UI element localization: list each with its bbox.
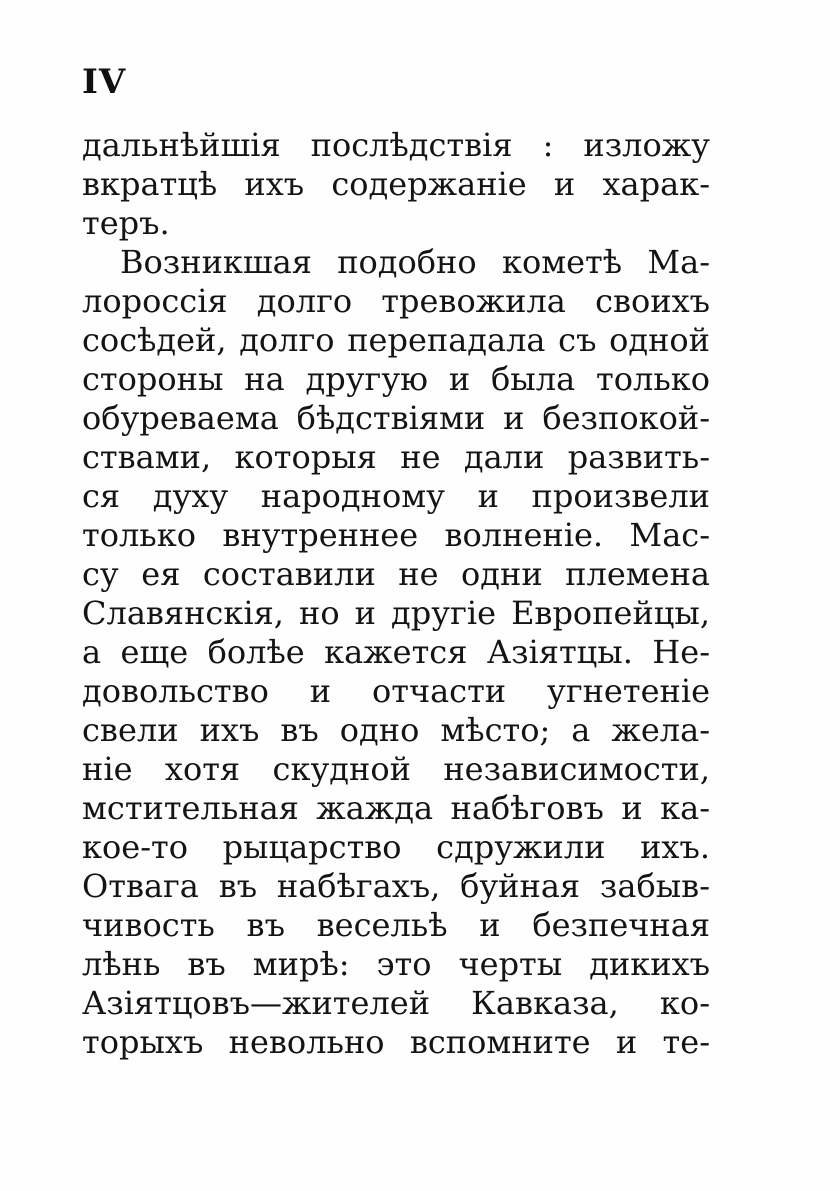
text-line: торыхъ невольно вспомните и те-: [82, 1023, 710, 1061]
text-line: чивость въ весельѣ и безпечная: [82, 906, 710, 944]
text-line: ніе хотя скудной независимости,: [82, 750, 710, 788]
text-line: теръ.: [82, 204, 170, 242]
text-line: ствами, которыя не дали развить-: [82, 438, 710, 476]
text-line: довольство и отчасти угнетеніе: [82, 672, 710, 710]
text-line: дальнѣйшія послѣдствія : изложу: [82, 126, 710, 164]
text-line: а еще болѣе кажется Азіятцы. Не-: [82, 633, 710, 671]
text-line: су ея составили не одни племена: [82, 555, 710, 593]
text-line: мстительная жажда набѣговъ и ка-: [82, 789, 710, 827]
text-line: обуреваема бѣдствіями и безпокой-: [82, 399, 710, 437]
text-line: Азіятцовъ—жителей Кавказа, ко-: [82, 984, 710, 1022]
text-line: сосѣдей, долго перепадала съ одной: [82, 321, 710, 359]
text-line: вкратцѣ ихъ содержаніе и харак-: [82, 165, 710, 203]
text-line: лѣнь въ мирѣ: это черты дикихъ: [82, 945, 710, 983]
page-number: IV: [82, 62, 127, 102]
text-line: кое-то рыцарство сдружили ихъ.: [82, 828, 710, 866]
text-line: свели ихъ въ одно мѣсто; а жела-: [82, 711, 710, 749]
body-text: [82, 126, 710, 1062]
text-line: только внутреннее волненіе. Мас-: [82, 516, 710, 554]
text-line: Отвага въ набѣгахъ, буйная забыв-: [82, 867, 710, 905]
text-line: ся духу народному и произвели: [82, 477, 710, 515]
text-line: стороны на другую и была только: [82, 360, 710, 398]
text-line: Возникшая подобно кометѣ Ма-: [120, 243, 710, 281]
text-line: лороссія долго тревожила своихъ: [82, 282, 710, 320]
text-line: Славянскія, но и другіе Европейцы,: [82, 594, 710, 632]
